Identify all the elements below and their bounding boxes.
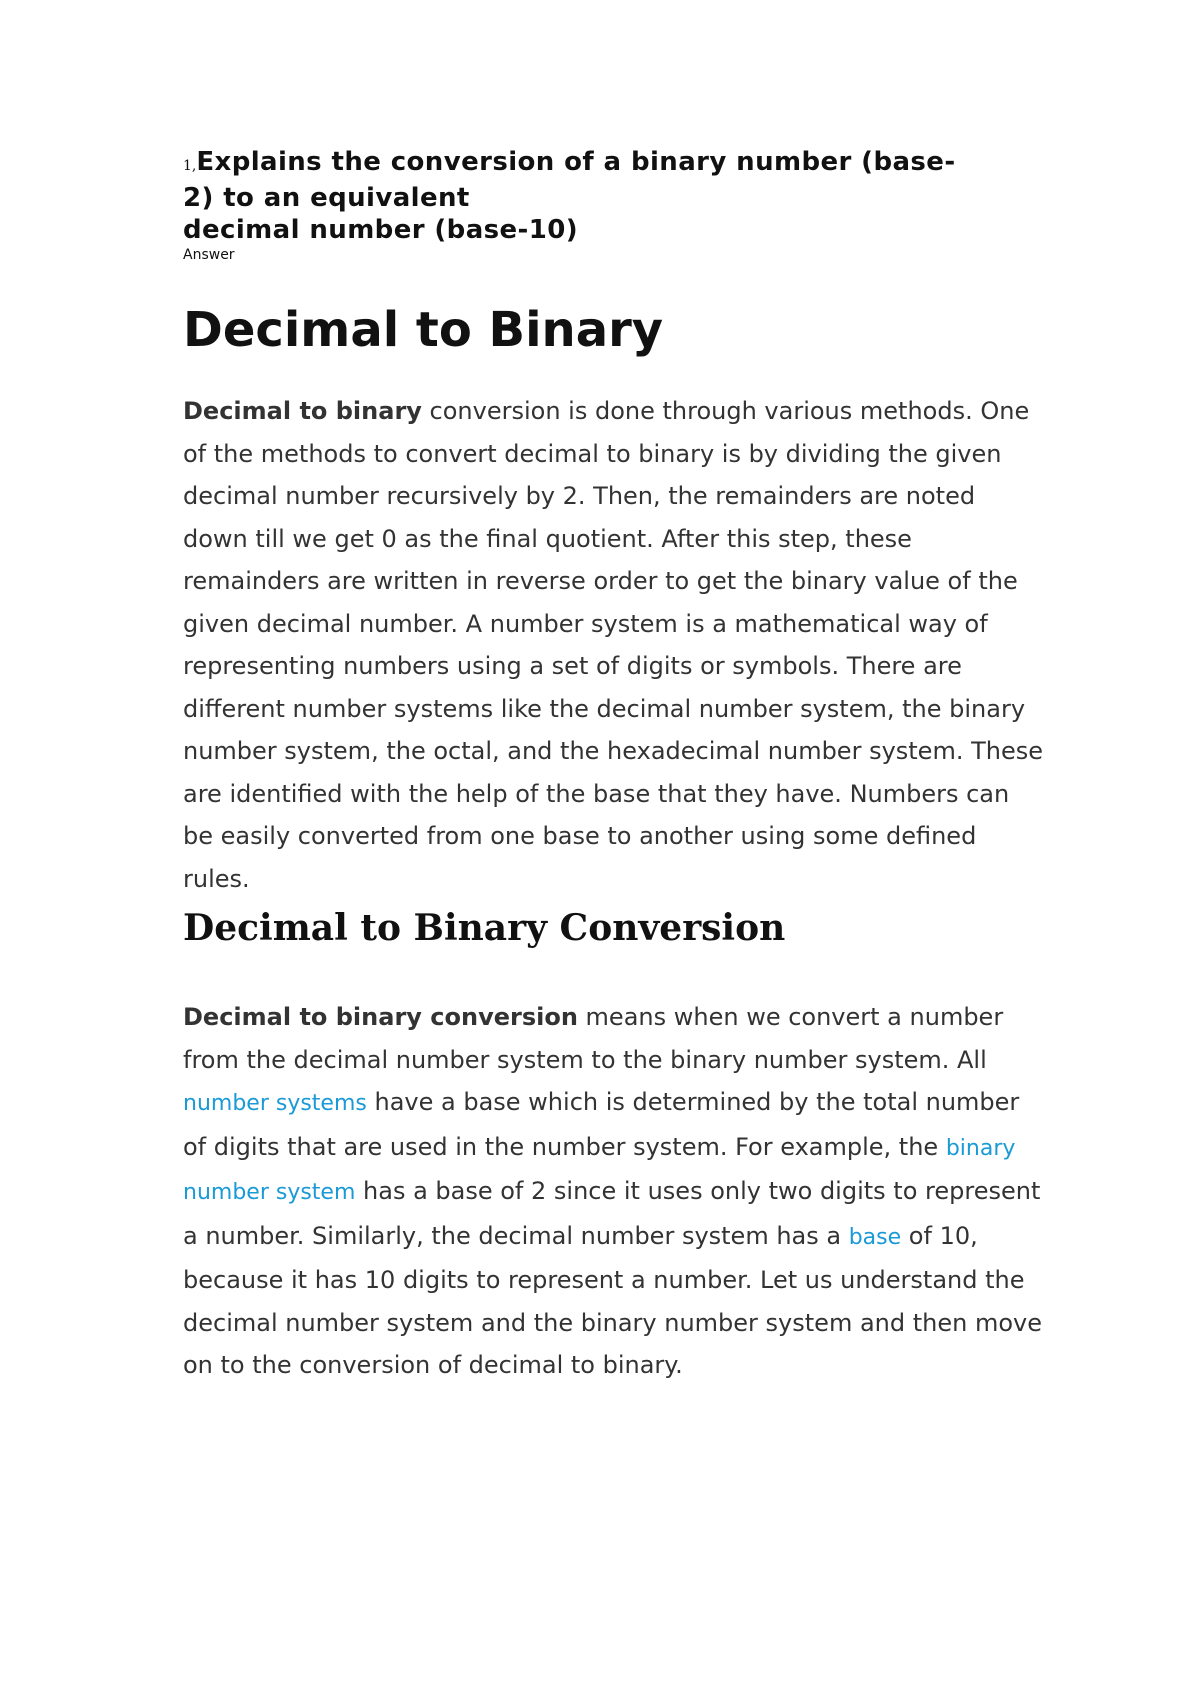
intro-text: conversion is done through various methods. One of the methods to convert decimal to binary is by dividing the given decimal number recursively by 2. Then, the remainders are noted down till we get 0 as the final quotient. After this step, these remainders are written in reverse order to get the binary value of the given decimal number. A number system is a mathematical way of representing numbers using a set of digits or symbols. There are different number systems like the decimal number system, the binary number system, the octal, and the hexadecimal number system. These are identified with the help of the base that they have. Numbers can be easily converted from one base to another using some defined rules. — [183, 397, 1043, 893]
answer-label: Answer — [183, 247, 235, 263]
intro-bold-term: Decimal to binary — [183, 397, 422, 425]
question-line-3: decimal number (base-10) — [183, 215, 579, 245]
intro-paragraph — [183, 390, 1043, 900]
binary-number-system-link[interactable]: binary number system — [183, 1135, 1016, 1205]
question-line-2: 2) to an equivalent — [183, 183, 470, 213]
question-number: 1, — [183, 158, 197, 174]
main-heading: Decimal to Binary — [183, 302, 664, 358]
number-systems-link[interactable]: number systems — [183, 1091, 367, 1116]
conversion-text-4: of 10, because it has 10 digits to represent a number. Let us understand the decimal number system and the binary number system and then move on to the conversion of decimal to binary. — [183, 1221, 1042, 1379]
conversion-text-3: has a base of 2 since it uses only two digits to represent a number. Similarly, the decimal number system has a — [183, 1177, 1041, 1250]
conversion-paragraph — [183, 996, 1043, 1387]
conversion-text-2: have a base which is determined by the total number of digits that are used in the number system. For example, the — [183, 1088, 1020, 1161]
conversion-text-1: means when we convert a number from the decimal number system to the binary number system. All — [183, 1003, 1004, 1074]
document-content — [183, 146, 1043, 1387]
sub-heading: Decimal to Binary Conversion — [183, 907, 786, 949]
conversion-bold-term: Decimal to binary conversion — [183, 1003, 578, 1031]
question-heading — [183, 146, 1043, 246]
question-line-1: Explains the conversion of a binary number (base- — [196, 147, 956, 177]
base-link[interactable]: base — [848, 1224, 902, 1250]
